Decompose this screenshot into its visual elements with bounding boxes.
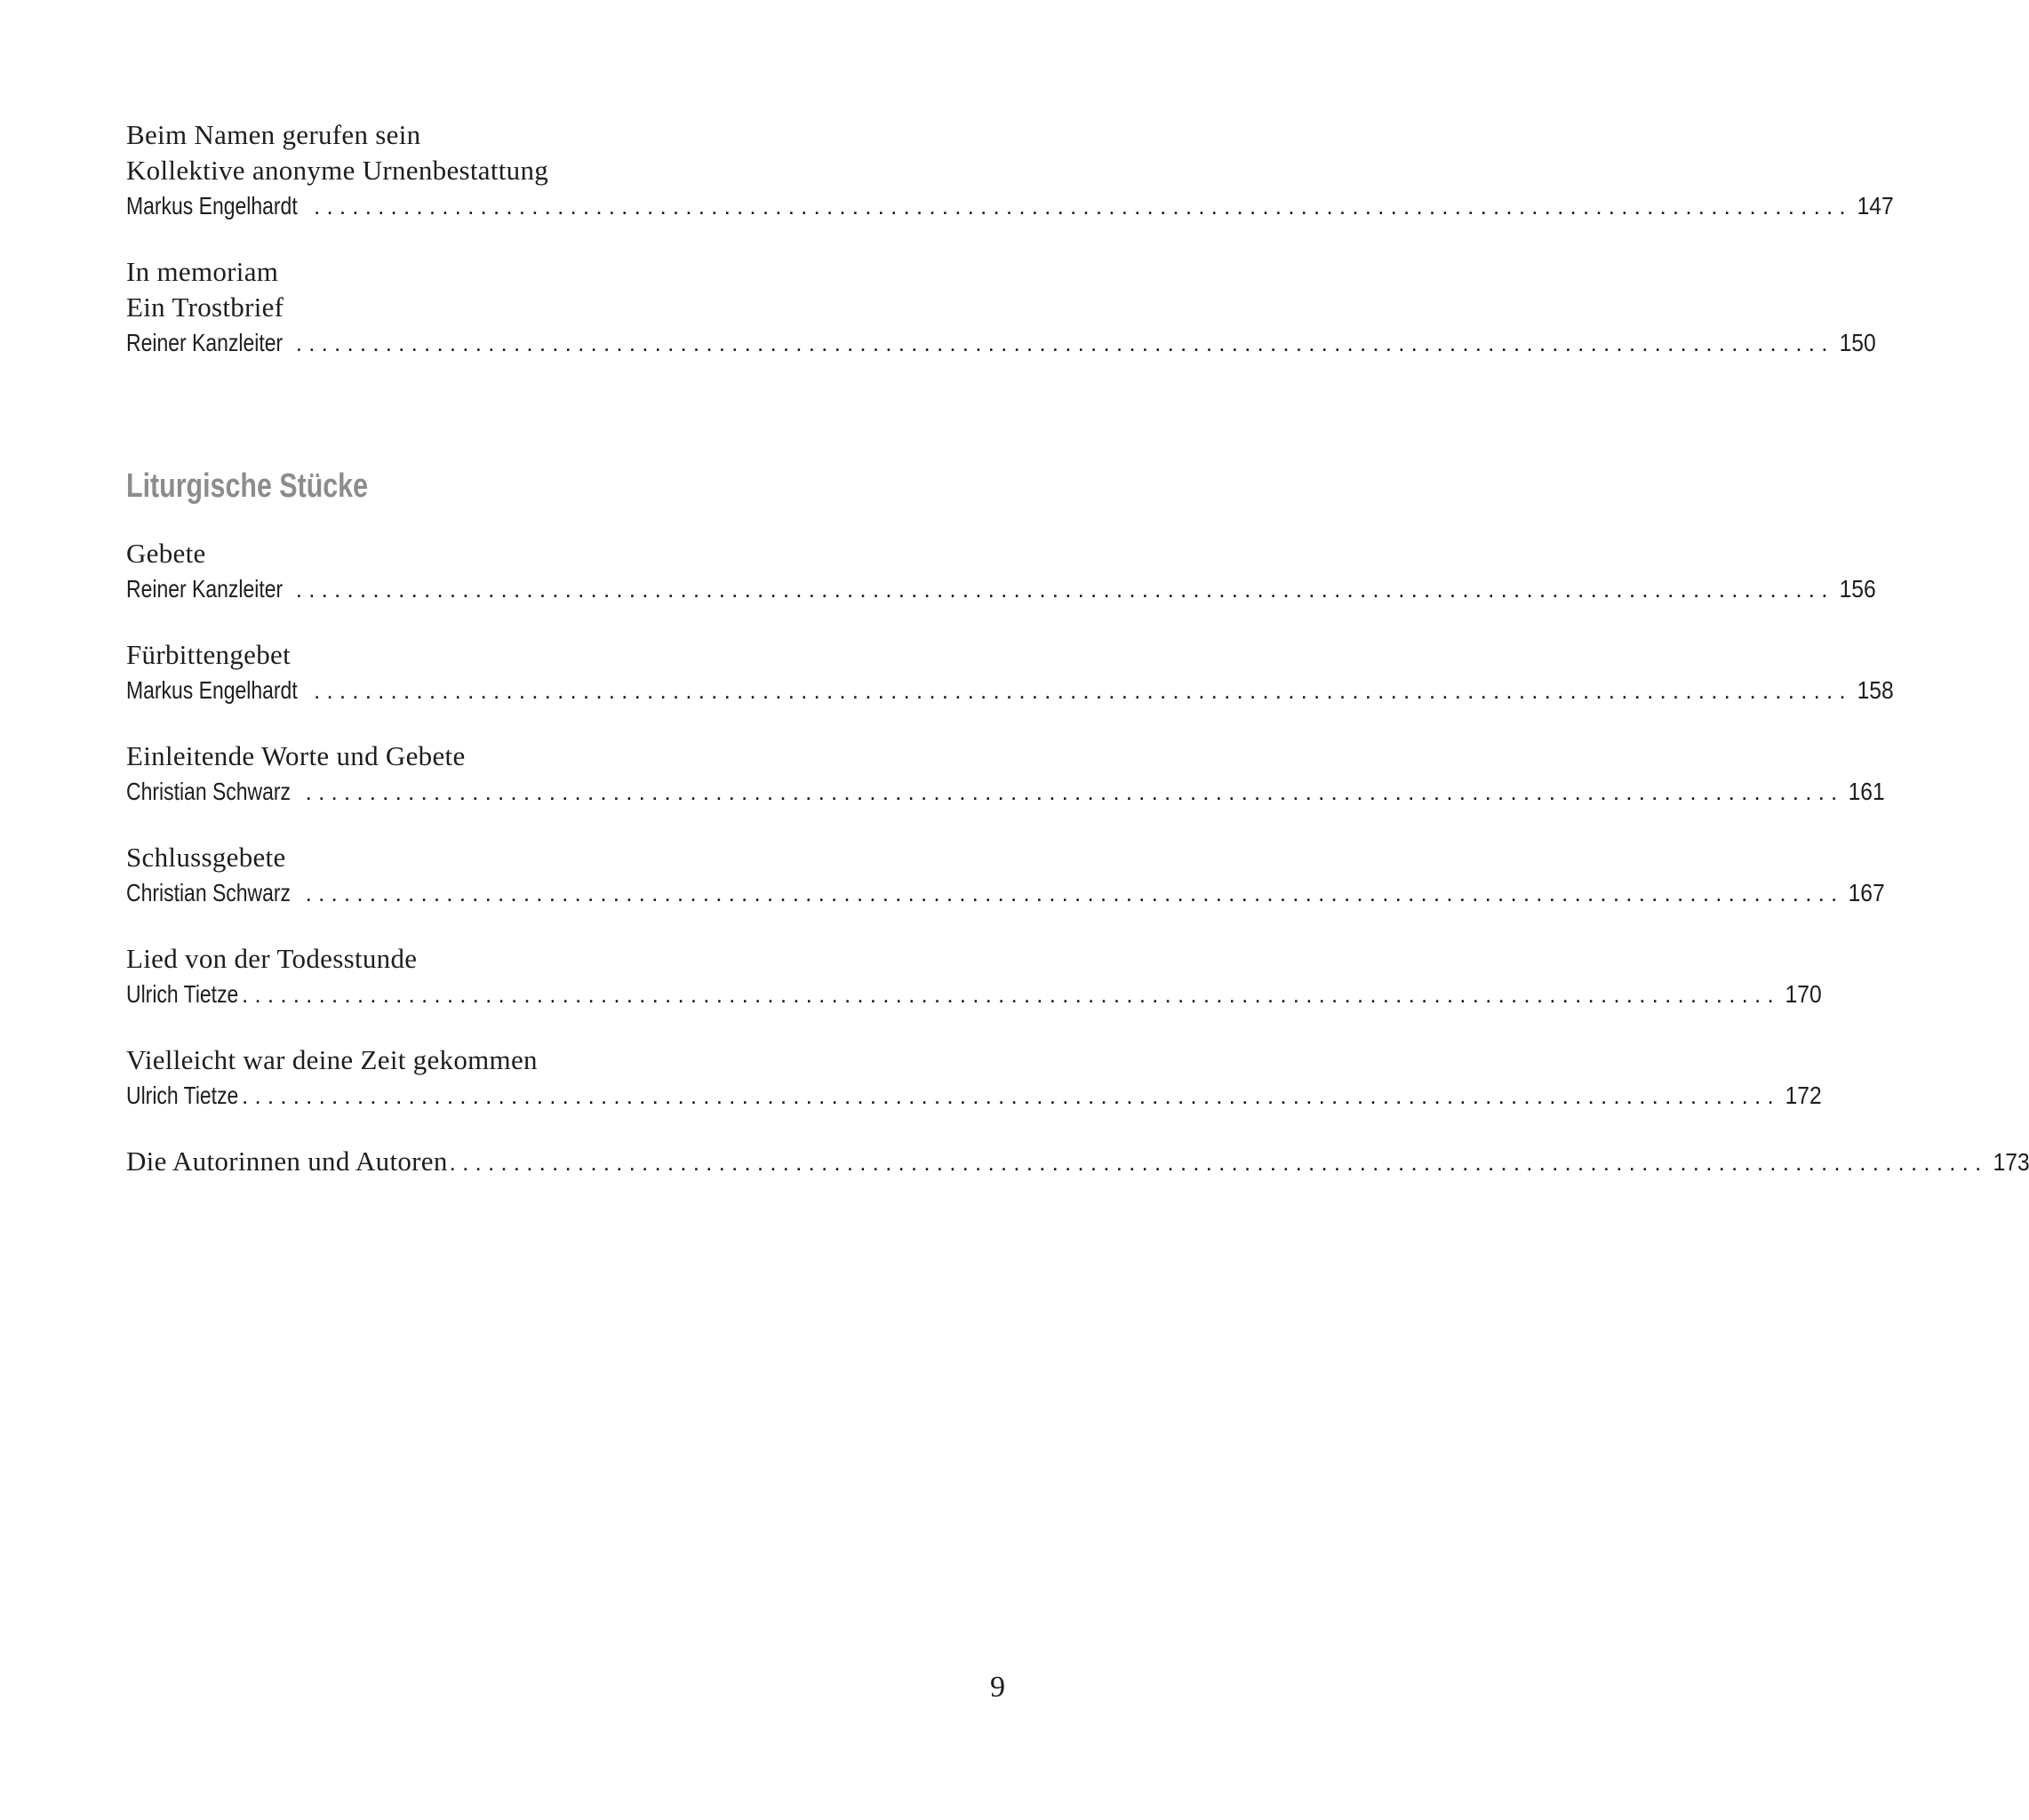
entry-author: Markus Engelhardt (126, 192, 298, 220)
entry-title: In memoriam (126, 256, 279, 287)
entry-leader-row (126, 875, 1886, 911)
entry-subtitle: Ein Trostbrief (126, 291, 284, 323)
entry-page-number: 172 (1785, 1082, 1822, 1109)
toc-entry (126, 1042, 1822, 1114)
dot-leader: ........................................................................................................................ (295, 576, 1834, 603)
entry-title: Lied von der Todesstunde (126, 943, 418, 974)
entry-page-number: 156 (1839, 575, 1876, 603)
page-number-folio: 9 (990, 1671, 1005, 1704)
entry-title: Schlussgebete (126, 842, 286, 873)
entry-leader-row (126, 325, 1876, 361)
entry-page-number: 167 (1849, 879, 1886, 906)
entry-leader-row (126, 1144, 2029, 1179)
dot-leader: ........................................................................................................................ (314, 193, 1852, 220)
entry-page-number: 150 (1839, 329, 1876, 356)
entry-title: Fürbittengebet (126, 639, 291, 670)
entry-leader-row (126, 977, 1822, 1012)
entry-leader-row (126, 673, 1894, 708)
entry-title: Gebete (126, 538, 206, 569)
toc-entry (126, 254, 1876, 361)
toc-entry-authors (126, 1144, 2029, 1179)
entry-title: Vielleicht war deine Zeit gekommen (126, 1044, 538, 1075)
toc-entry (126, 637, 1894, 708)
entry-page-number: 161 (1849, 778, 1886, 805)
dot-leader: ........................................................................................................................ (305, 880, 1844, 906)
entry-author: Reiner Kanzleiter (126, 575, 284, 603)
entry-author: Ulrich Tietze (126, 980, 239, 1008)
dot-leader: ........................................................................................................................ (305, 778, 1844, 805)
toc-entry (126, 536, 1876, 607)
entry-page-number: 173 (1993, 1148, 2029, 1176)
entry-leader-row (126, 571, 1876, 607)
entry-leader-row (126, 1078, 1822, 1114)
entry-title: Die Autorinnen und Autoren (126, 1145, 448, 1177)
entry-leader-row (126, 774, 1886, 810)
toc-entry (126, 840, 1886, 911)
dot-leader: ........................................................................................................................ (449, 1149, 1988, 1176)
entry-subtitle: Kollektive anonyme Urnenbestattung (126, 155, 549, 186)
toc-entry (126, 738, 1886, 810)
entry-author: Christian Schwarz (126, 879, 292, 906)
entry-leader-row (126, 188, 1894, 224)
entry-title: Einleitende Worte und Gebete (126, 740, 466, 771)
toc-entry (126, 941, 1822, 1012)
entry-author: Reiner Kanzleiter (126, 329, 284, 356)
toc-entry (126, 117, 1894, 224)
entry-author: Christian Schwarz (126, 778, 292, 805)
dot-leader: ........................................................................................................................ (295, 330, 1834, 356)
entry-page-number: 158 (1857, 676, 1894, 704)
entry-page-number: 147 (1857, 192, 1894, 220)
entry-author: Ulrich Tietze (126, 1082, 239, 1109)
table-of-contents (126, 117, 2029, 1209)
dot-leader: ........................................................................................................................ (314, 677, 1852, 704)
entry-page-number: 170 (1785, 980, 1822, 1008)
entry-author: Markus Engelhardt (126, 676, 298, 704)
entry-title: Beim Namen gerufen sein (126, 119, 421, 150)
section-heading: Liturgische Stücke (126, 467, 368, 505)
dot-leader: ........................................................................................................................ (242, 981, 1780, 1008)
dot-leader: ........................................................................................................................ (242, 1082, 1780, 1109)
